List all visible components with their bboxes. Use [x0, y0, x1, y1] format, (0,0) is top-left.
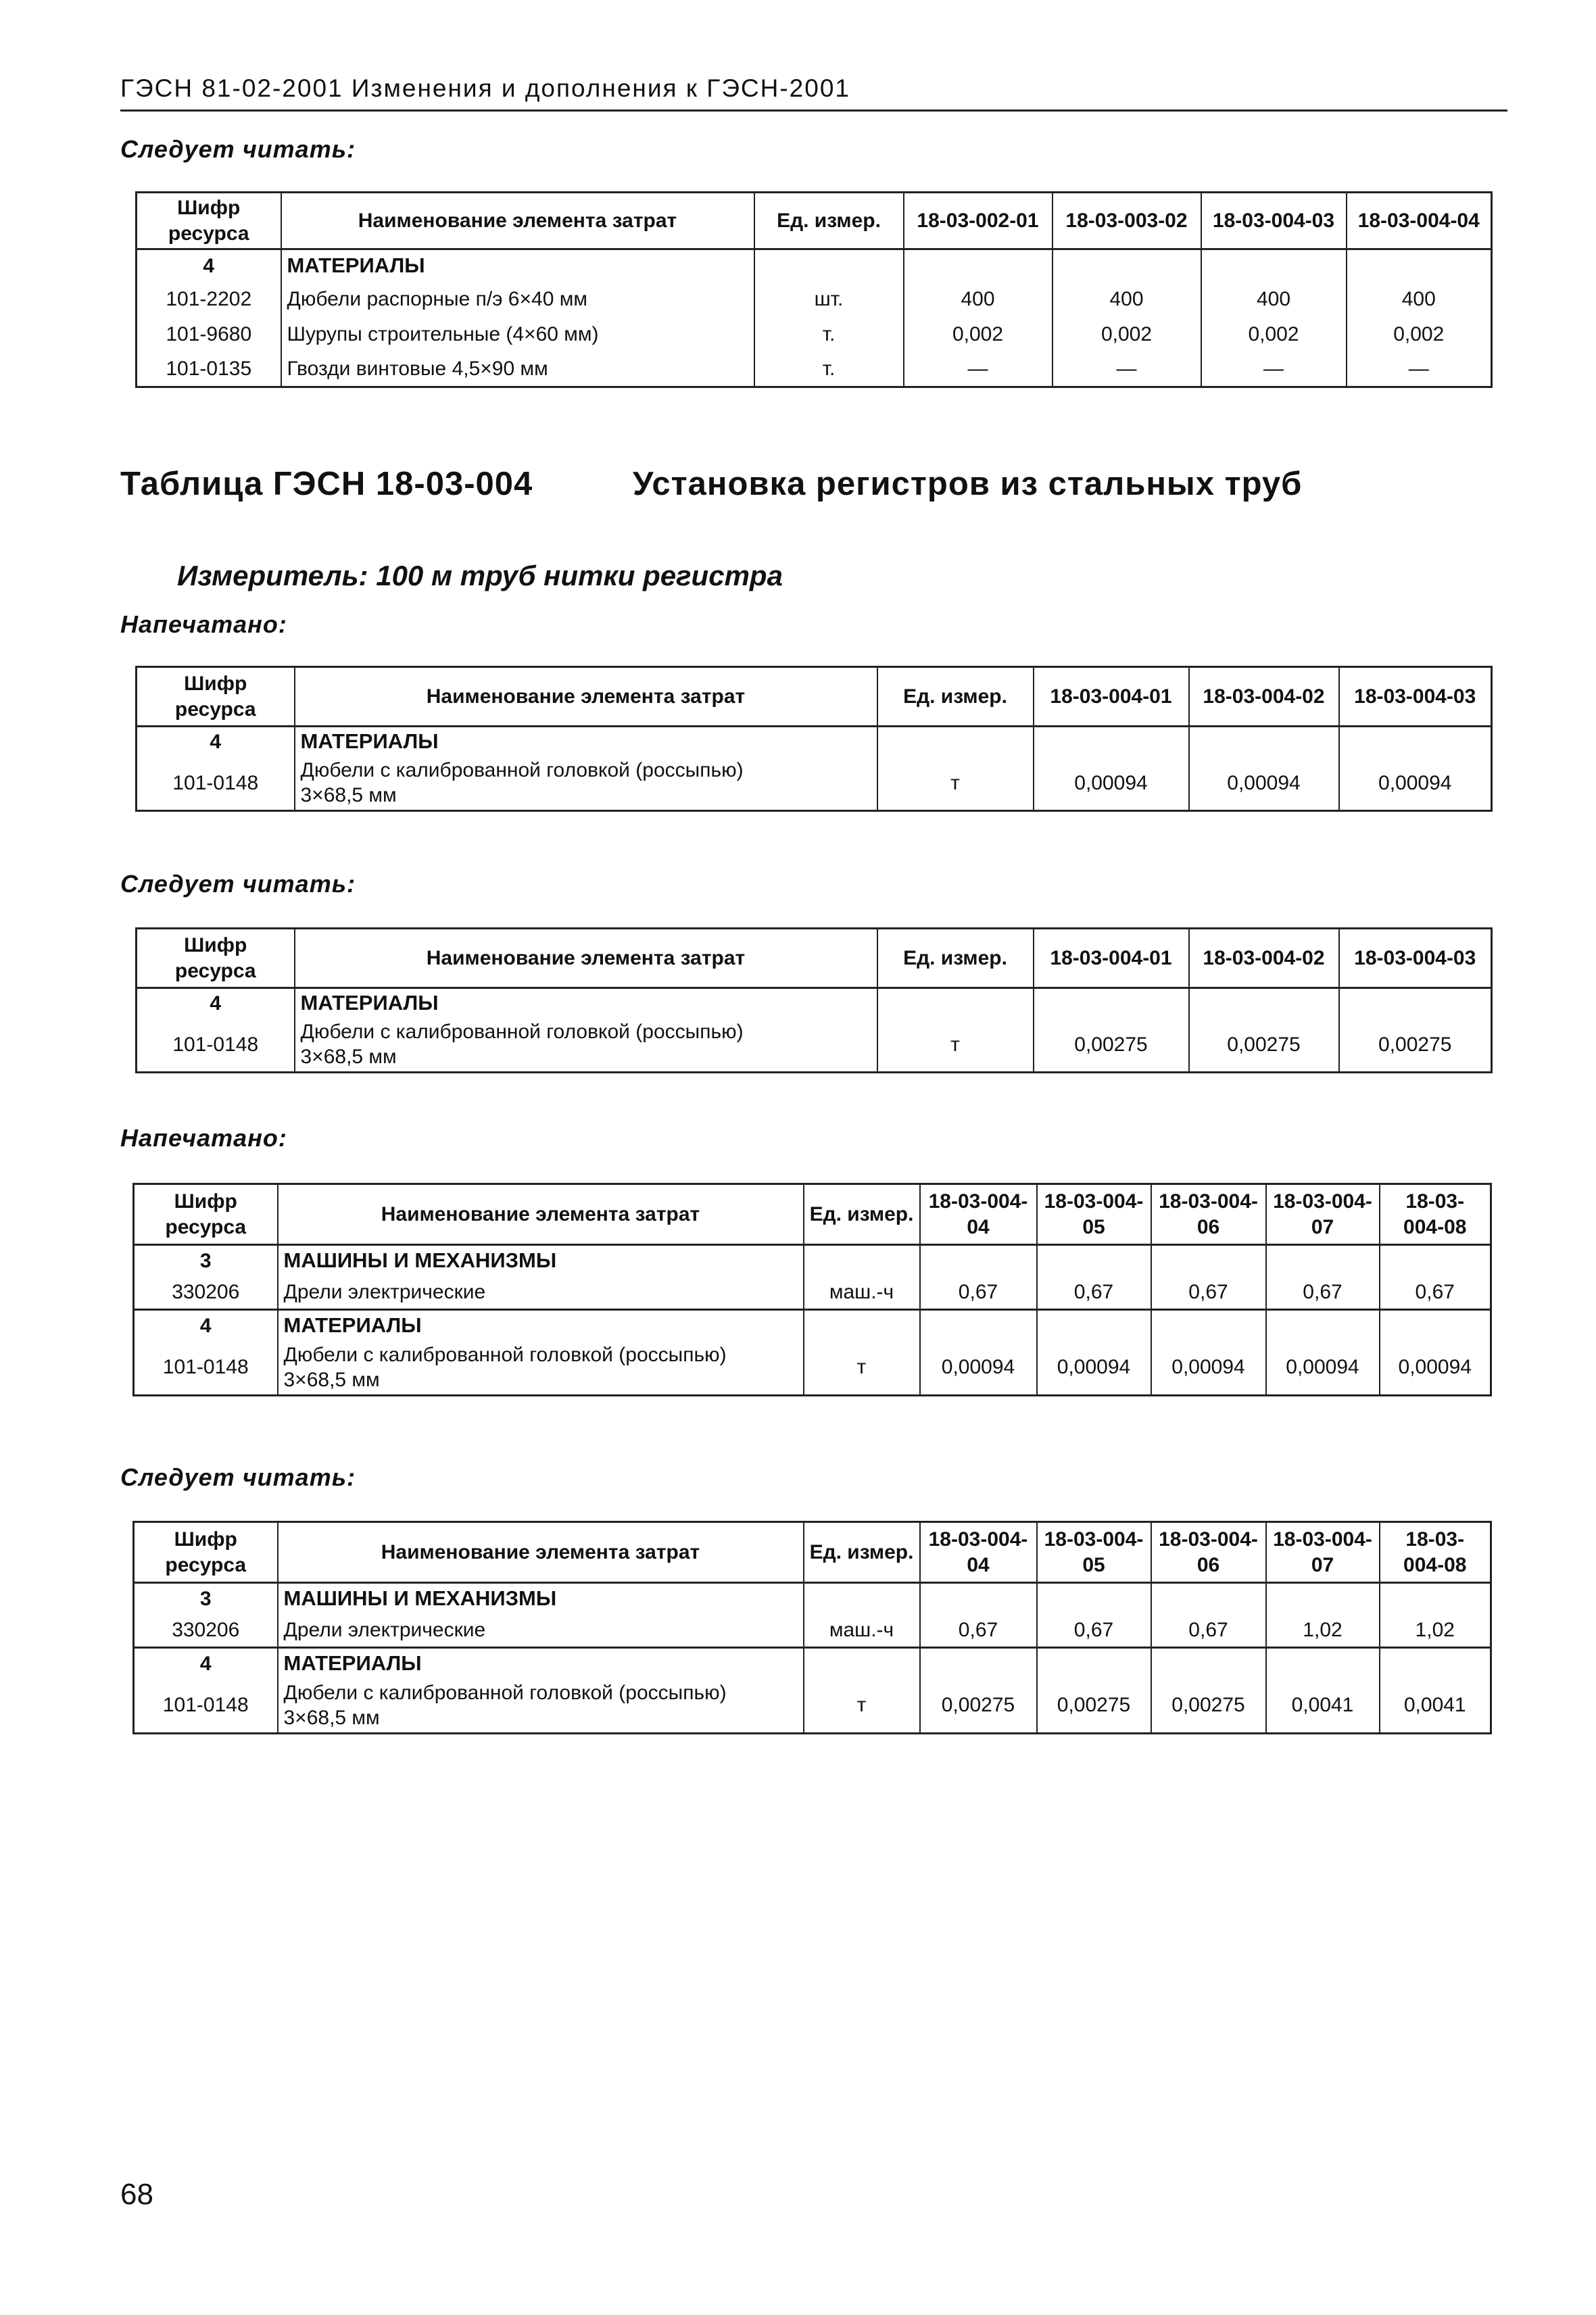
measure-unit: Измеритель: 100 м труб нитки регистра [177, 560, 783, 591]
table-18-03-004-corrected [135, 927, 1493, 1073]
resource-code: 101-0148 [137, 756, 295, 811]
col-header-name: Наименование элемента затрат [295, 667, 877, 727]
read-as-label-2: Следует читать: [120, 870, 356, 898]
table-row [137, 282, 1492, 317]
col-header-code: Шифр ресурса [134, 1522, 278, 1583]
resource-name: Дюбели с калиброванной головкой (россыпью) 3×68,5 мм [278, 1341, 804, 1396]
value: 400 [1347, 282, 1492, 317]
col-header-code: Шифр ресурса [137, 667, 295, 727]
col-header: 18-03-004-07 [1266, 1184, 1380, 1245]
resource-name: Гвозди винтовые 4,5×90 мм [281, 352, 754, 387]
printed-label-1: Напечатано: [120, 610, 287, 638]
col-header: 18-03-004-03 [1339, 667, 1492, 727]
group-code: 4 [137, 988, 295, 1018]
group-name: МАТЕРИАЛЫ [295, 727, 877, 756]
table-18-03-004-04-08-printed [132, 1183, 1492, 1396]
value: 0,0041 [1380, 1679, 1491, 1734]
col-header: 18-03-004-08 [1380, 1184, 1491, 1245]
value: 1,02 [1266, 1614, 1380, 1648]
value: 1,02 [1380, 1614, 1491, 1648]
value: 0,00275 [1339, 1018, 1492, 1073]
read-as-label-3: Следует читать: [120, 1463, 356, 1491]
value: 0,00275 [1034, 1018, 1189, 1073]
value: 0,67 [1266, 1276, 1380, 1310]
unit: т [877, 1018, 1034, 1073]
table-row [134, 1276, 1491, 1310]
group-code: 3 [134, 1245, 278, 1276]
group-code: 4 [134, 1310, 278, 1341]
group-name: МАТЕРИАЛЫ [281, 249, 754, 282]
col-header: 18-03-004-05 [1037, 1184, 1151, 1245]
unit: т. [754, 317, 904, 352]
value: 0,002 [1201, 317, 1347, 352]
value: 0,00094 [1189, 756, 1339, 811]
table-row [137, 352, 1492, 387]
col-header: 18-03-003-02 [1053, 193, 1201, 249]
value: 0,00094 [1380, 1341, 1491, 1396]
value: 0,00094 [1151, 1341, 1266, 1396]
group-code: 4 [137, 249, 281, 282]
value: 0,0041 [1266, 1679, 1380, 1734]
resource-code: 330206 [134, 1614, 278, 1648]
col-header-code: Шифр ресурса [137, 193, 281, 249]
value: 0,00094 [1339, 756, 1492, 811]
resource-code: 330206 [134, 1276, 278, 1310]
value: 400 [904, 282, 1053, 317]
table-18-03-corrected [135, 191, 1493, 388]
unit: маш.-ч [804, 1276, 920, 1310]
value: 0,00094 [920, 1341, 1037, 1396]
value: 0,00275 [920, 1679, 1037, 1734]
group-name: МАТЕРИАЛЫ [278, 1310, 804, 1341]
group-row [137, 249, 1492, 282]
table-18-03-004-printed [135, 666, 1493, 812]
value: — [1201, 352, 1347, 387]
col-header: 18-03-004-02 [1189, 667, 1339, 727]
group-name: МАТЕРИАЛЫ [278, 1648, 804, 1679]
col-header: 18-03-002-01 [904, 193, 1053, 249]
col-header: 18-03-004-06 [1151, 1522, 1266, 1583]
value: 0,67 [1151, 1614, 1266, 1648]
col-header: 18-03-004-01 [1034, 929, 1189, 988]
resource-name: Дюбели с калиброванной головкой (россыпью) 3×68,5 мм [295, 756, 877, 811]
value: 0,67 [920, 1614, 1037, 1648]
col-header: 18-03-004-06 [1151, 1184, 1266, 1245]
value: 0,00275 [1189, 1018, 1339, 1073]
value: 0,00275 [1151, 1679, 1266, 1734]
value: 0,00094 [1037, 1341, 1151, 1396]
value: — [1053, 352, 1201, 387]
col-header: 18-03-004-07 [1266, 1522, 1380, 1583]
col-header-unit: Ед. измер. [804, 1522, 920, 1583]
col-header: 18-03-004-02 [1189, 929, 1339, 988]
resource-name: Дюбели с калиброванной головкой (россыпью) 3×68,5 мм [278, 1679, 804, 1734]
group-row [134, 1583, 1491, 1614]
resource-name: Дрели электрические [278, 1276, 804, 1310]
group-row [134, 1310, 1491, 1341]
resource-code: 101-0148 [134, 1679, 278, 1734]
value: — [904, 352, 1053, 387]
value: 0,67 [920, 1276, 1037, 1310]
resource-name: Дюбели распорные п/э 6×40 мм [281, 282, 754, 317]
value: 0,002 [1053, 317, 1201, 352]
value: 0,67 [1037, 1614, 1151, 1648]
group-name: МАШИНЫ И МЕХАНИЗМЫ [278, 1583, 804, 1614]
resource-code: 101-0135 [137, 352, 281, 387]
value: 0,002 [1347, 317, 1492, 352]
col-header-code: Шифр ресурса [137, 929, 295, 988]
unit: маш.-ч [804, 1614, 920, 1648]
table-name-title: Установка регистров из стальных труб [633, 466, 1303, 502]
col-header: 18-03-004-08 [1380, 1522, 1491, 1583]
group-code: 3 [134, 1583, 278, 1614]
col-header: 18-03-004-04 [920, 1522, 1037, 1583]
table-number-title: Таблица ГЭСН 18-03-004 [120, 466, 533, 502]
table-row [137, 756, 1492, 811]
printed-label-2: Напечатано: [120, 1124, 287, 1152]
table-row [134, 1679, 1491, 1734]
group-row [134, 1245, 1491, 1276]
table-row [137, 317, 1492, 352]
unit: т [877, 756, 1034, 811]
resource-name: Шурупы строительные (4×60 мм) [281, 317, 754, 352]
value: 0,00094 [1266, 1341, 1380, 1396]
page-header: ГЭСН 81-02-2001 Изменения и дополнения к ГЭСН-2001 [120, 74, 1507, 112]
resource-name: Дрели электрические [278, 1614, 804, 1648]
unit: т [804, 1341, 920, 1396]
resource-name: Дюбели с калиброванной головкой (россыпью) 3×68,5 мм [295, 1018, 877, 1073]
col-header-unit: Ед. измер. [804, 1184, 920, 1245]
value: 0,67 [1037, 1276, 1151, 1310]
read-as-label-1: Следует читать: [120, 135, 356, 163]
table-row [134, 1614, 1491, 1648]
col-header: 18-03-004-03 [1201, 193, 1347, 249]
group-code: 4 [134, 1648, 278, 1679]
col-header-name: Наименование элемента затрат [295, 929, 877, 988]
value: 0,67 [1151, 1276, 1266, 1310]
col-header-unit: Ед. измер. [754, 193, 904, 249]
unit: т [804, 1679, 920, 1734]
unit: т. [754, 352, 904, 387]
group-row [134, 1648, 1491, 1679]
value: 400 [1201, 282, 1347, 317]
col-header-name: Наименование элемента затрат [278, 1522, 804, 1583]
group-row [137, 988, 1492, 1018]
value: 0,002 [904, 317, 1053, 352]
group-name: МАШИНЫ И МЕХАНИЗМЫ [278, 1245, 804, 1276]
value: 0,67 [1380, 1276, 1491, 1310]
group-name: МАТЕРИАЛЫ [295, 988, 877, 1018]
unit: шт. [754, 282, 904, 317]
value: — [1347, 352, 1492, 387]
group-code: 4 [137, 727, 295, 756]
table-row [134, 1341, 1491, 1396]
value: 0,00094 [1034, 756, 1189, 811]
col-header-name: Наименование элемента затрат [281, 193, 754, 249]
resource-code: 101-0148 [137, 1018, 295, 1073]
col-header: 18-03-004-03 [1339, 929, 1492, 988]
value: 400 [1053, 282, 1201, 317]
resource-code: 101-9680 [137, 317, 281, 352]
group-row [137, 727, 1492, 756]
col-header-unit: Ед. измер. [877, 929, 1034, 988]
col-header: 18-03-004-04 [920, 1184, 1037, 1245]
col-header-unit: Ед. измер. [877, 667, 1034, 727]
col-header-code: Шифр ресурса [134, 1184, 278, 1245]
table-row [137, 1018, 1492, 1073]
col-header-name: Наименование элемента затрат [278, 1184, 804, 1245]
resource-code: 101-0148 [134, 1341, 278, 1396]
col-header: 18-03-004-01 [1034, 667, 1189, 727]
page-number: 68 [120, 2178, 153, 2211]
value: 0,00275 [1037, 1679, 1151, 1734]
col-header: 18-03-004-04 [1347, 193, 1492, 249]
table-18-03-004-04-08-corrected [132, 1521, 1492, 1734]
resource-code: 101-2202 [137, 282, 281, 317]
col-header: 18-03-004-05 [1037, 1522, 1151, 1583]
